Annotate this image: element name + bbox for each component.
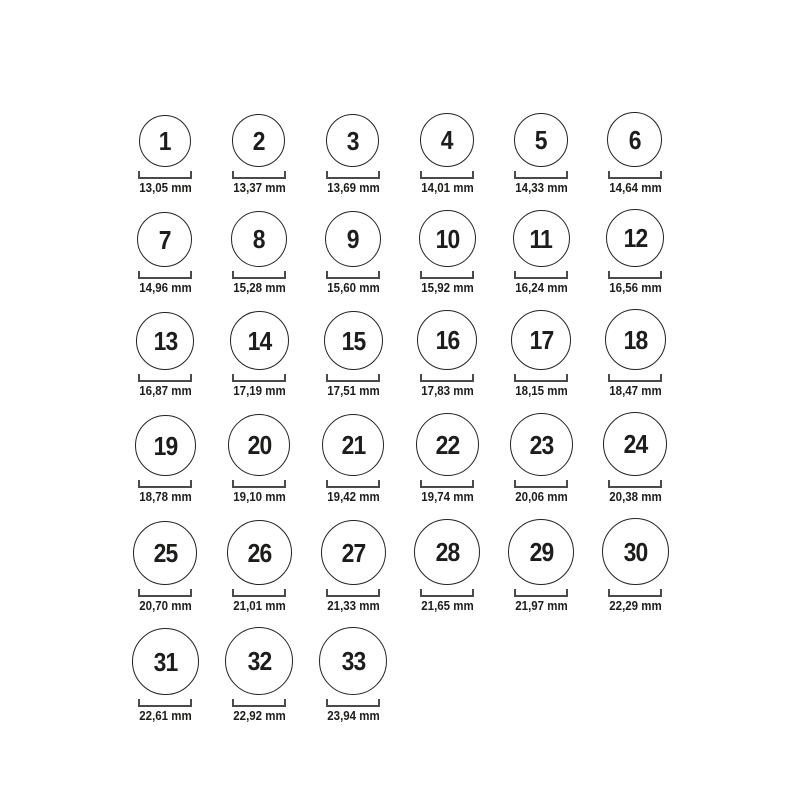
ring-cell (414, 519, 480, 614)
ring-cell (136, 312, 194, 399)
ring-cell (228, 414, 290, 505)
ring-cell (324, 311, 383, 399)
ring-circle (513, 210, 570, 267)
diameter-label: 14,33 mm (514, 181, 568, 195)
ring-size-number: 26 (247, 537, 271, 568)
diameter-ruler (326, 171, 380, 179)
ring-cell (133, 521, 197, 614)
diameter-ruler (138, 480, 192, 488)
ring-circle (132, 628, 199, 695)
diameter-ruler (232, 589, 286, 597)
diameter-label: 13,69 mm (326, 181, 380, 195)
diameter-ruler (232, 480, 286, 488)
diameter-label: 15,60 mm (326, 281, 380, 295)
ring-circle (606, 209, 664, 267)
ring-cell (606, 209, 664, 296)
diameter-label: 23,94 mm (326, 709, 380, 723)
ring-circle (607, 112, 662, 167)
ring-size-number: 18 (623, 324, 647, 355)
ring-cell (325, 211, 382, 296)
diameter-ruler (326, 589, 380, 597)
diameter-ruler (232, 171, 286, 179)
diameter-label: 21,65 mm (420, 599, 474, 613)
ring-cell (513, 113, 570, 196)
ring-size-number: 30 (623, 536, 647, 567)
diameter-label: 17,51 mm (326, 384, 380, 398)
ring-cell (602, 518, 669, 614)
ring-cell (230, 311, 289, 399)
diameter-label: 16,24 mm (514, 281, 568, 295)
ring-size-number: 3 (347, 125, 359, 156)
diameter-label: 22,61 mm (138, 709, 192, 723)
ring-cell (513, 210, 570, 296)
ring-circle (228, 414, 290, 476)
ring-circle (136, 312, 194, 370)
ring-size-number: 27 (341, 537, 365, 568)
ring-circle (322, 414, 384, 476)
ring-circle (414, 519, 480, 585)
diameter-ruler (514, 171, 568, 179)
diameter-ruler (326, 271, 380, 279)
ring-cell (510, 413, 573, 505)
ring-cell (319, 627, 387, 724)
diameter-label: 18,15 mm (514, 384, 568, 398)
diameter-ruler (514, 480, 568, 488)
ring-circle (230, 311, 289, 370)
diameter-ruler (232, 271, 286, 279)
diameter-label: 17,19 mm (232, 384, 286, 398)
diameter-label: 14,01 mm (420, 181, 474, 195)
ring-circle (225, 627, 293, 695)
diameter-ruler (326, 480, 380, 488)
ring-circle (133, 521, 197, 585)
ring-circle (326, 114, 379, 167)
diameter-label: 15,92 mm (420, 281, 474, 295)
ring-size-number: 11 (529, 223, 553, 254)
diameter-ruler (138, 589, 192, 597)
ring-size-number: 31 (153, 646, 177, 677)
ring-circle (510, 413, 573, 476)
ring-cell (132, 628, 199, 724)
ring-cell (605, 309, 666, 399)
ring-size-number: 32 (247, 646, 271, 676)
diameter-label: 13,05 mm (138, 181, 192, 195)
ring-cell (227, 520, 292, 614)
diameter-label: 14,96 mm (138, 281, 192, 295)
ring-circle (419, 210, 476, 267)
diameter-ruler (232, 374, 286, 382)
ring-size-number: 2 (253, 125, 265, 156)
ring-cell (603, 412, 667, 505)
ring-circle (416, 413, 479, 476)
diameter-ruler (138, 699, 192, 707)
ring-circle (324, 311, 383, 370)
ring-circle (605, 309, 666, 370)
ring-cell (419, 113, 476, 196)
diameter-ruler (608, 374, 662, 382)
ring-circle (139, 115, 191, 167)
diameter-ruler (514, 589, 568, 597)
diameter-ruler (420, 480, 474, 488)
diameter-label: 20,70 mm (138, 599, 192, 613)
ring-circle (227, 520, 292, 585)
diameter-ruler (420, 171, 474, 179)
ring-size-number: 13 (153, 326, 177, 356)
ring-circle (231, 211, 287, 267)
ring-size-number: 8 (253, 224, 265, 254)
diameter-label: 20,38 mm (608, 490, 662, 504)
diameter-ruler (608, 171, 662, 179)
ring-cell (325, 114, 382, 196)
ring-size-number: 20 (247, 430, 271, 460)
ring-circle (319, 627, 387, 695)
diameter-ruler (420, 589, 474, 597)
ring-cell (508, 519, 574, 614)
ring-circle (321, 520, 386, 585)
diameter-label: 19,74 mm (420, 490, 474, 504)
ring-size-number: 17 (529, 325, 553, 355)
ring-size-number: 16 (435, 325, 459, 355)
diameter-label: 22,29 mm (608, 599, 662, 613)
ring-circle (514, 113, 568, 167)
diameter-ruler (232, 699, 286, 707)
diameter-ruler (514, 271, 568, 279)
ring-size-number: 33 (341, 646, 365, 676)
ring-cell (137, 115, 194, 196)
ring-cell (322, 414, 384, 505)
ring-cell (231, 211, 288, 296)
ring-size-number: 12 (623, 223, 647, 253)
diameter-ruler (326, 374, 380, 382)
ring-cell (225, 627, 293, 724)
ring-size-number: 9 (347, 224, 359, 254)
diameter-ruler (138, 171, 192, 179)
ring-circle (420, 113, 474, 167)
diameter-label: 13,37 mm (232, 181, 286, 195)
diameter-label: 21,33 mm (326, 599, 380, 613)
ring-circle (325, 211, 381, 267)
ring-size-number: 6 (629, 124, 641, 155)
ring-size-number: 21 (341, 430, 365, 460)
diameter-ruler (608, 589, 662, 597)
diameter-label: 20,06 mm (514, 490, 568, 504)
ring-circle (602, 518, 669, 585)
diameter-ruler (138, 374, 192, 382)
ring-size-number: 23 (529, 429, 553, 460)
ring-size-number: 10 (435, 223, 459, 254)
diameter-ruler (420, 374, 474, 382)
diameter-label: 21,01 mm (232, 599, 286, 613)
diameter-label: 21,97 mm (514, 599, 568, 613)
ring-cell (419, 210, 476, 296)
ring-circle (603, 412, 667, 476)
diameter-label: 19,42 mm (326, 490, 380, 504)
ring-size-number: 14 (247, 325, 271, 356)
ring-cell (231, 114, 288, 196)
ring-size-number: 28 (435, 537, 459, 567)
diameter-ruler (608, 480, 662, 488)
ring-circle (137, 212, 192, 267)
ring-circle (511, 310, 571, 370)
diameter-label: 18,47 mm (608, 384, 662, 398)
diameter-ruler (608, 271, 662, 279)
diameter-ruler (420, 271, 474, 279)
diameter-label: 14,64 mm (608, 181, 662, 195)
ring-cell (607, 112, 664, 196)
ring-size-number: 22 (435, 429, 459, 460)
diameter-label: 16,56 mm (608, 281, 662, 295)
diameter-label: 16,87 mm (138, 384, 192, 398)
ring-size-number: 25 (153, 538, 177, 568)
ring-size-number: 19 (153, 430, 177, 461)
ring-size-number: 5 (535, 125, 547, 155)
ring-grid (118, 112, 682, 724)
ring-circle (417, 310, 477, 370)
diameter-label: 22,92 mm (232, 709, 286, 723)
ring-cell (417, 310, 477, 399)
ring-size-number: 1 (159, 126, 171, 156)
diameter-ruler (514, 374, 568, 382)
ring-cell (135, 415, 196, 505)
ring-cell (321, 520, 386, 614)
ring-size-number: 29 (529, 537, 553, 567)
ring-circle (508, 519, 574, 585)
ring-size-number: 7 (159, 224, 171, 255)
ring-circle (232, 114, 285, 167)
ring-cell (511, 310, 571, 399)
ring-cell (416, 413, 479, 505)
diameter-label: 17,83 mm (420, 384, 474, 398)
ring-circle (135, 415, 196, 476)
diameter-ruler (138, 271, 192, 279)
ring-cell (137, 212, 194, 296)
diameter-label: 15,28 mm (232, 281, 286, 295)
diameter-label: 19,10 mm (232, 490, 286, 504)
ring-size-number: 4 (441, 125, 453, 155)
ring-size-number: 24 (623, 429, 647, 459)
diameter-label: 18,78 mm (138, 490, 192, 504)
diameter-ruler (326, 699, 380, 707)
ring-size-number: 15 (341, 325, 365, 356)
